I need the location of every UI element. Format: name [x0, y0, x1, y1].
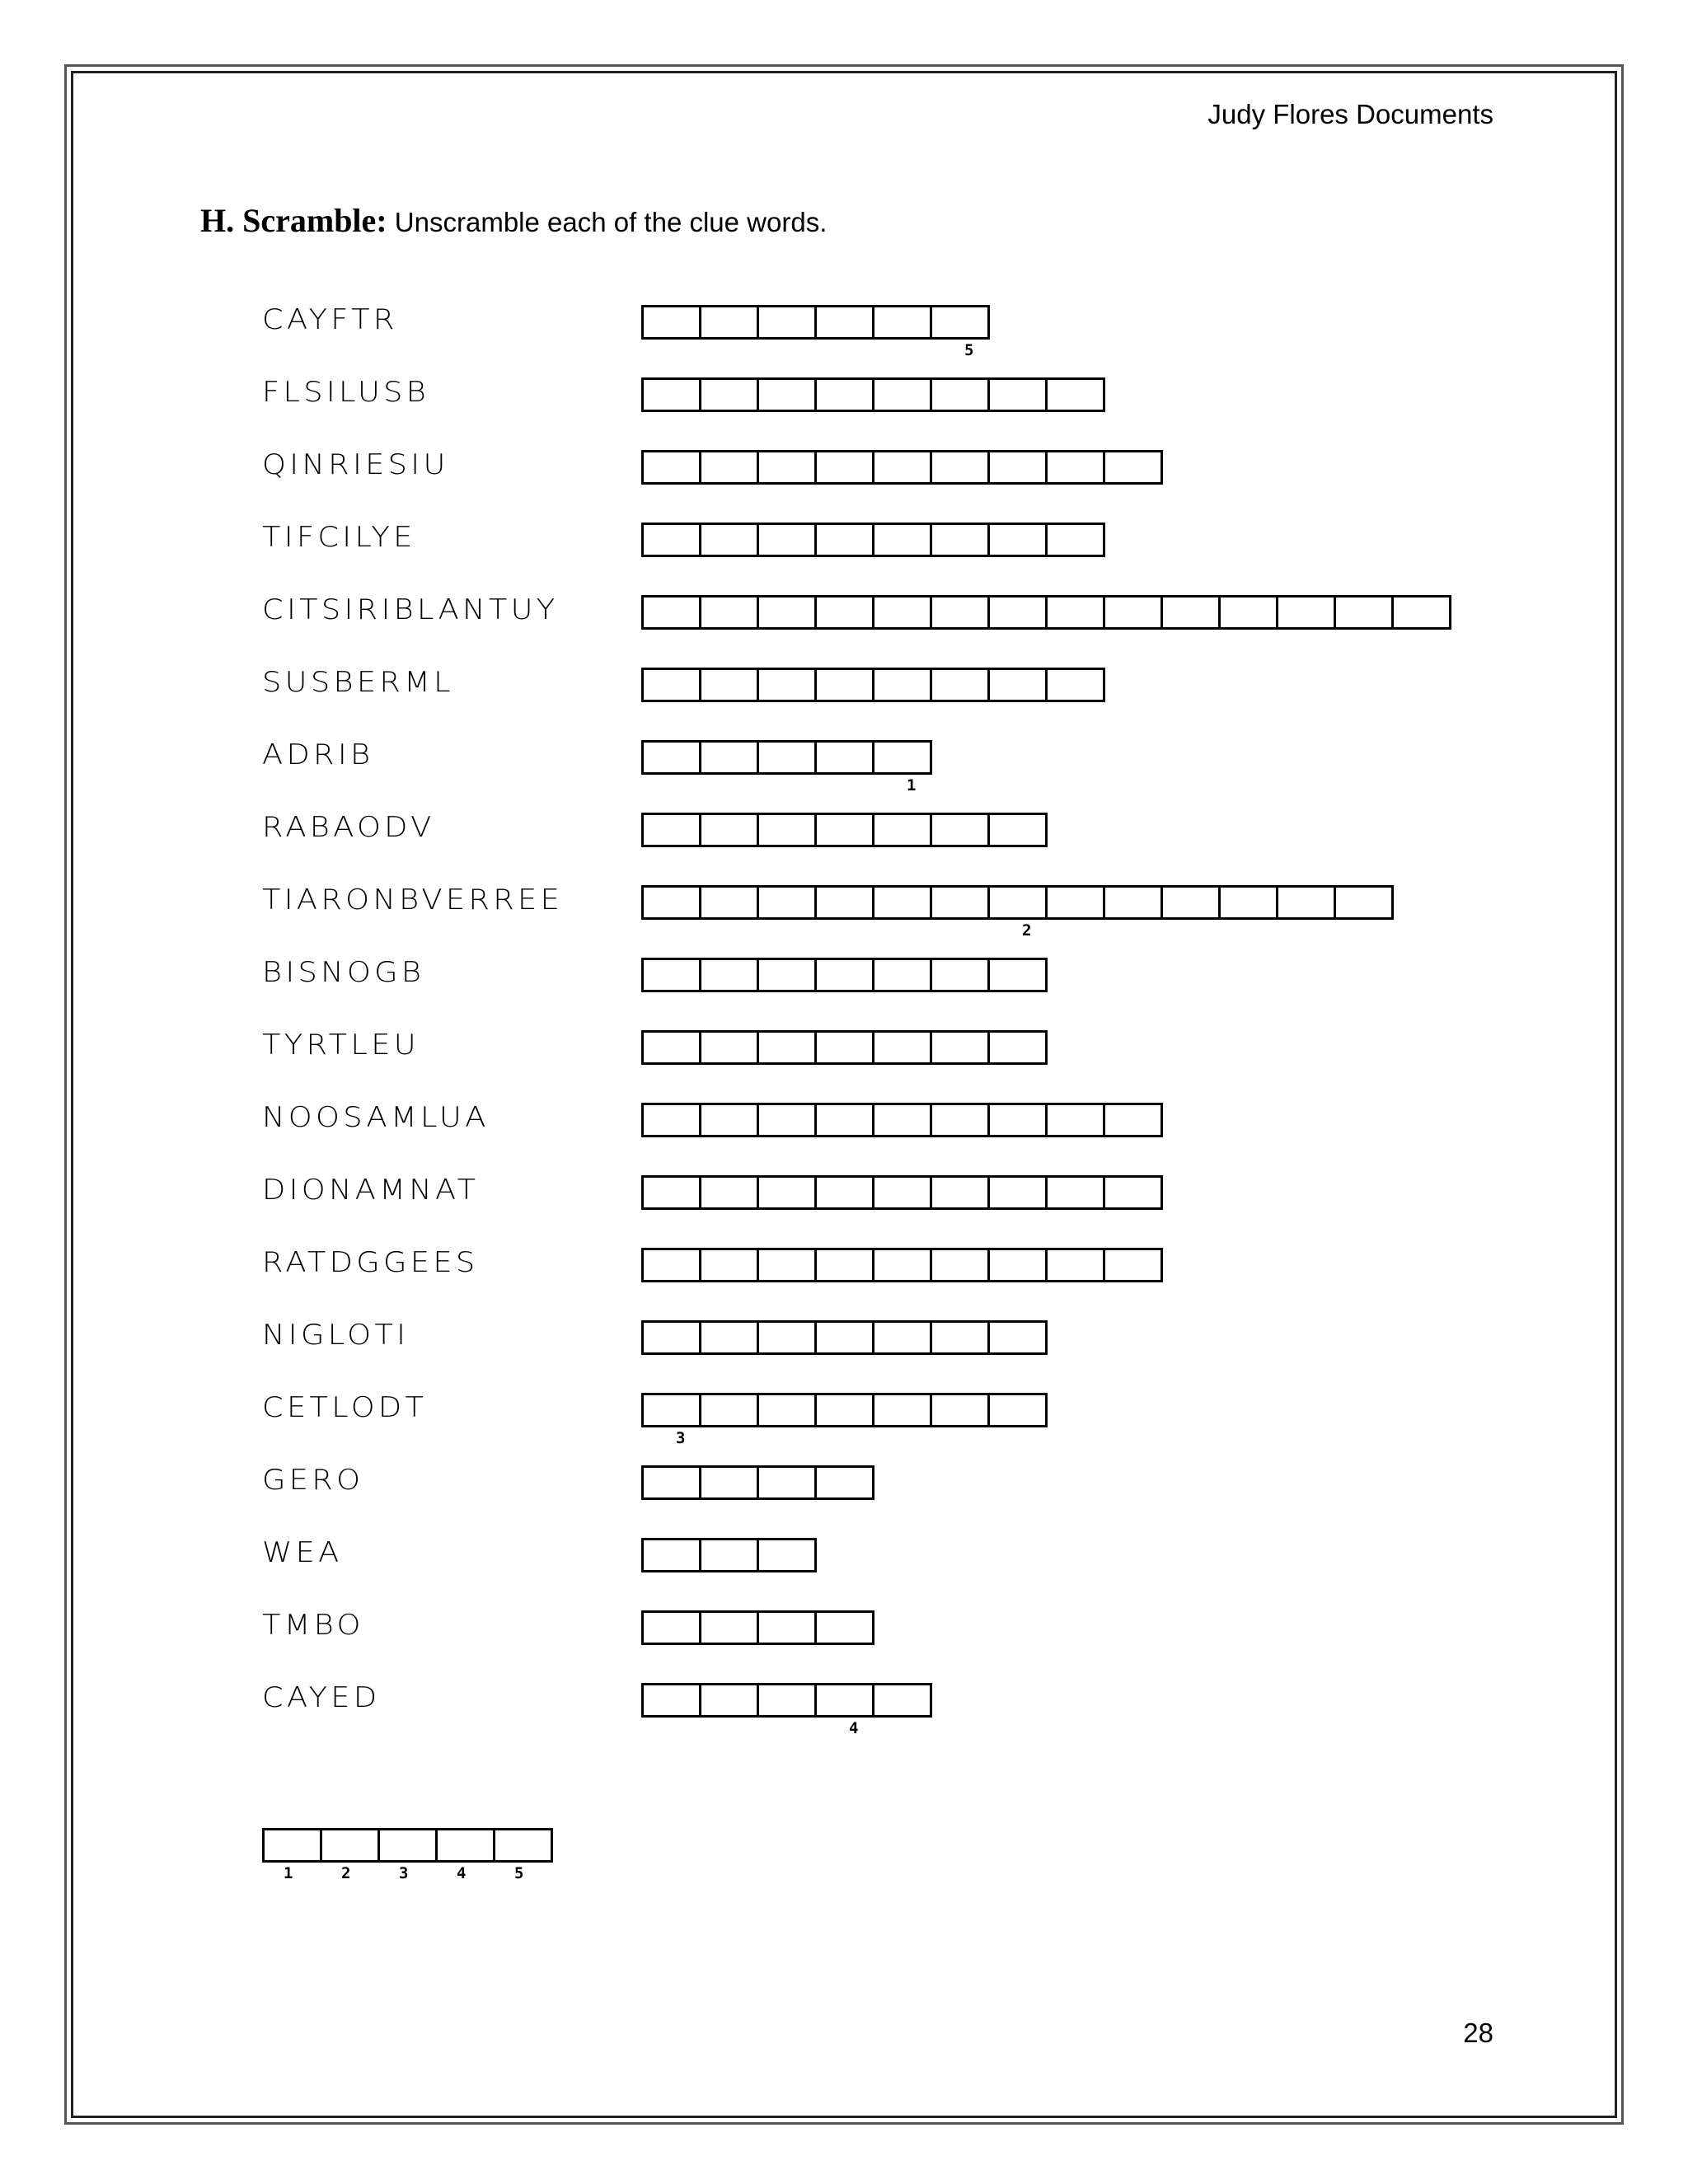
scrambled-word: RABAODV: [262, 811, 435, 844]
letter-box[interactable]: [757, 1465, 817, 1500]
final-letter-box[interactable]: [262, 1828, 322, 1863]
letter-box[interactable]: [814, 1320, 874, 1355]
letter-box[interactable]: [1045, 523, 1105, 557]
letter-box[interactable]: [872, 595, 932, 630]
letter-box[interactable]: [987, 1175, 1048, 1210]
letter-box[interactable]: [699, 668, 759, 702]
letter-box[interactable]: [1218, 595, 1278, 630]
letter-box[interactable]: [814, 1610, 874, 1645]
letter-box[interactable]: [757, 885, 817, 920]
final-position-label: 5: [514, 1864, 524, 1882]
answer-box-row: [641, 1683, 930, 1718]
letter-box[interactable]: [641, 1103, 701, 1137]
letter-box[interactable]: [814, 1393, 874, 1427]
scrambled-word: NIGLOTI: [262, 1319, 410, 1352]
answer-box-row: [641, 523, 1103, 557]
letter-box[interactable]: [1276, 885, 1336, 920]
letter-box[interactable]: [814, 595, 874, 630]
letter-box[interactable]: [930, 523, 990, 557]
letter-box[interactable]: [872, 1393, 932, 1427]
letter-box[interactable]: [757, 523, 817, 557]
letter-box[interactable]: [641, 1538, 701, 1572]
letter-box[interactable]: [699, 740, 759, 775]
letter-box[interactable]: [641, 1465, 701, 1500]
letter-box[interactable]: [699, 958, 759, 992]
letter-box[interactable]: [872, 958, 932, 992]
answer-box-row: [641, 305, 987, 340]
letter-box[interactable]: [872, 1103, 932, 1137]
letter-box[interactable]: [814, 1465, 874, 1500]
letter-box[interactable]: [699, 1248, 759, 1282]
letter-box[interactable]: [872, 305, 932, 340]
scrambled-word: CAYFTR: [262, 303, 398, 336]
letter-box[interactable]: [872, 1683, 932, 1718]
letter-box[interactable]: [814, 1175, 874, 1210]
letter-box[interactable]: [757, 813, 817, 847]
letter-box[interactable]: [872, 813, 932, 847]
letter-box[interactable]: [872, 1320, 932, 1355]
letter-box[interactable]: [1045, 377, 1105, 412]
letter-box[interactable]: [1160, 885, 1221, 920]
letter-box[interactable]: [757, 1393, 817, 1427]
letter-box[interactable]: [1045, 1103, 1105, 1137]
answer-box-row: [641, 1175, 1160, 1210]
final-letter-box[interactable]: [493, 1828, 553, 1863]
letter-box[interactable]: [1045, 1175, 1105, 1210]
letter-box[interactable]: [1391, 595, 1451, 630]
answer-position-marker: 2: [1022, 921, 1032, 940]
letter-box[interactable]: [699, 885, 759, 920]
letter-box[interactable]: [1045, 1248, 1105, 1282]
scrambled-word: TMBO: [262, 1609, 364, 1642]
document-header: Judy Flores Documents: [1207, 99, 1493, 129]
letter-box[interactable]: [1045, 885, 1105, 920]
letter-box[interactable]: [814, 1683, 874, 1718]
letter-box[interactable]: [641, 1248, 701, 1282]
letter-box[interactable]: [699, 1103, 759, 1137]
letter-box[interactable]: [814, 1030, 874, 1065]
letter-box[interactable]: [987, 450, 1048, 485]
letter-box[interactable]: [641, 958, 701, 992]
answer-box-row: [641, 1465, 872, 1500]
letter-box[interactable]: [814, 1248, 874, 1282]
final-position-label: 2: [341, 1864, 351, 1882]
letter-box[interactable]: [757, 958, 817, 992]
letter-box[interactable]: [1218, 885, 1278, 920]
letter-box[interactable]: [641, 523, 701, 557]
letter-box[interactable]: [1103, 1248, 1163, 1282]
letter-box[interactable]: [699, 1320, 759, 1355]
letter-box[interactable]: [930, 1030, 990, 1065]
letter-box[interactable]: [699, 450, 759, 485]
letter-box[interactable]: [814, 377, 874, 412]
letter-box[interactable]: [814, 740, 874, 775]
letter-box[interactable]: [987, 813, 1048, 847]
scrambled-word: TYRTLEU: [262, 1029, 420, 1062]
letter-box[interactable]: [930, 595, 990, 630]
letter-box[interactable]: [987, 1030, 1048, 1065]
letter-box[interactable]: [814, 1103, 874, 1137]
answer-box-row: [641, 668, 1103, 702]
letter-box[interactable]: [872, 1030, 932, 1065]
final-letter-box[interactable]: [377, 1828, 438, 1863]
letter-box[interactable]: [641, 595, 701, 630]
answer-box-row: [641, 1030, 1045, 1065]
final-position-label: 1: [284, 1864, 293, 1882]
letter-box[interactable]: [641, 740, 701, 775]
letter-box[interactable]: [757, 1538, 817, 1572]
answer-box-row: [641, 1538, 814, 1572]
answer-box-row: [641, 813, 1045, 847]
scrambled-word: TIFCILYE: [262, 521, 416, 554]
scrambled-word: FLSILUSB: [262, 376, 430, 409]
answer-box-row: [641, 377, 1103, 412]
letter-box[interactable]: [1103, 885, 1163, 920]
answer-box-row: [641, 885, 1391, 920]
answer-box-row: [641, 958, 1045, 992]
letter-box[interactable]: [930, 1103, 990, 1137]
letter-box[interactable]: [641, 1393, 701, 1427]
letter-box[interactable]: [1160, 595, 1221, 630]
letter-box[interactable]: [987, 595, 1048, 630]
scrambled-word: DIONAMNAT: [262, 1174, 480, 1207]
letter-box[interactable]: [1103, 1103, 1163, 1137]
final-answer-row: [262, 1828, 551, 1863]
letter-box[interactable]: [1103, 595, 1163, 630]
letter-box[interactable]: [641, 1610, 701, 1645]
scrambled-word: RATDGGEES: [262, 1246, 479, 1279]
answer-position-marker: 5: [964, 341, 974, 359]
letter-box[interactable]: [641, 813, 701, 847]
letter-box[interactable]: [814, 813, 874, 847]
answer-box-row: [641, 1248, 1160, 1282]
final-letter-box[interactable]: [435, 1828, 495, 1863]
letter-box[interactable]: [699, 595, 759, 630]
section-label: H. Scramble:: [200, 202, 387, 239]
letter-box[interactable]: [930, 813, 990, 847]
letter-box[interactable]: [987, 1248, 1048, 1282]
section-title: [200, 201, 827, 240]
letter-box[interactable]: [757, 305, 817, 340]
letter-box[interactable]: [987, 523, 1048, 557]
letter-box[interactable]: [757, 1175, 817, 1210]
letter-box[interactable]: [699, 1175, 759, 1210]
letter-box[interactable]: [872, 1248, 932, 1282]
section-instructions: Unscramble each of the clue words.: [394, 207, 828, 237]
scrambled-word: WEA: [262, 1536, 343, 1569]
letter-box[interactable]: [872, 740, 932, 775]
letter-box[interactable]: [757, 1320, 817, 1355]
letter-box[interactable]: [930, 1393, 990, 1427]
letter-box[interactable]: [987, 1320, 1048, 1355]
final-position-label: 4: [457, 1864, 467, 1882]
letter-box[interactable]: [641, 1175, 701, 1210]
letter-box[interactable]: [987, 958, 1048, 992]
letter-box[interactable]: [930, 377, 990, 412]
letter-box[interactable]: [757, 1683, 817, 1718]
letter-box[interactable]: [699, 523, 759, 557]
letter-box[interactable]: [699, 1465, 759, 1500]
answer-box-row: [641, 595, 1449, 630]
final-letter-box[interactable]: [320, 1828, 380, 1863]
answer-box-row: [641, 740, 930, 775]
letter-box[interactable]: [699, 1030, 759, 1065]
answer-position-marker: 1: [907, 776, 917, 794]
letter-box[interactable]: [930, 450, 990, 485]
letter-box[interactable]: [641, 1683, 701, 1718]
letter-box[interactable]: [987, 1103, 1048, 1137]
letter-box[interactable]: [872, 523, 932, 557]
letter-box[interactable]: [987, 668, 1048, 702]
letter-box[interactable]: [1045, 668, 1105, 702]
letter-box[interactable]: [930, 1175, 990, 1210]
letter-box[interactable]: [757, 1030, 817, 1065]
letter-box[interactable]: [757, 740, 817, 775]
answer-position-marker: 3: [676, 1429, 686, 1447]
answer-box-row: [641, 1393, 1045, 1427]
letter-box[interactable]: [641, 885, 701, 920]
letter-box[interactable]: [699, 1393, 759, 1427]
letter-box[interactable]: [641, 450, 701, 485]
letter-box[interactable]: [930, 958, 990, 992]
letter-box[interactable]: [930, 885, 990, 920]
letter-box[interactable]: [757, 1103, 817, 1137]
scrambled-word: SUSBERML: [262, 666, 454, 699]
letter-box[interactable]: [1334, 595, 1394, 630]
scrambled-word: CITSIRIBLANTUY: [262, 593, 559, 626]
answer-box-row: [641, 1610, 872, 1645]
letter-box[interactable]: [641, 1030, 701, 1065]
letter-box[interactable]: [814, 450, 874, 485]
letter-box[interactable]: [699, 813, 759, 847]
letter-box[interactable]: [930, 1248, 990, 1282]
scrambled-word: QINRIESIU: [262, 448, 449, 481]
letter-box[interactable]: [987, 377, 1048, 412]
letter-box[interactable]: [872, 885, 932, 920]
letter-box[interactable]: [757, 450, 817, 485]
letter-box[interactable]: [814, 523, 874, 557]
letter-box[interactable]: [987, 885, 1048, 920]
answer-box-row: [641, 1320, 1045, 1355]
scrambled-word: CAYED: [262, 1681, 381, 1714]
letter-box[interactable]: [699, 305, 759, 340]
letter-box[interactable]: [872, 668, 932, 702]
letter-box[interactable]: [641, 305, 701, 340]
letter-box[interactable]: [641, 1320, 701, 1355]
letter-box[interactable]: [757, 377, 817, 412]
scrambled-word: NOOSAMLUA: [262, 1101, 490, 1134]
letter-box[interactable]: [814, 668, 874, 702]
letter-box[interactable]: [699, 1610, 759, 1645]
letter-box[interactable]: [814, 305, 874, 340]
answer-box-row: [641, 450, 1160, 485]
letter-box[interactable]: [699, 1538, 759, 1572]
final-position-label: 3: [399, 1864, 409, 1882]
letter-box[interactable]: [930, 1320, 990, 1355]
letter-box[interactable]: [1045, 450, 1105, 485]
scrambled-word: ADRIB: [262, 738, 374, 771]
scrambled-word: CETLODT: [262, 1391, 428, 1424]
letter-box[interactable]: [699, 377, 759, 412]
letter-box[interactable]: [641, 668, 701, 702]
letter-box[interactable]: [757, 1610, 817, 1645]
letter-box[interactable]: [987, 1393, 1048, 1427]
letter-box[interactable]: [872, 377, 932, 412]
letter-box[interactable]: [1103, 450, 1163, 485]
scrambled-word: GERO: [262, 1464, 364, 1497]
page-number: 28: [1463, 2018, 1493, 2048]
letter-box[interactable]: [930, 305, 990, 340]
scrambled-word: TIARONBVERREE: [262, 883, 564, 916]
letter-box[interactable]: [1045, 595, 1105, 630]
letter-box[interactable]: [872, 450, 932, 485]
answer-position-marker: 4: [849, 1719, 859, 1737]
letter-box[interactable]: [699, 1683, 759, 1718]
scrambled-word: BISNOGB: [262, 956, 425, 989]
answer-box-row: [641, 1103, 1160, 1137]
letter-box[interactable]: [1334, 885, 1394, 920]
letter-box[interactable]: [814, 958, 874, 992]
letter-box[interactable]: [757, 668, 817, 702]
letter-box[interactable]: [930, 668, 990, 702]
letter-box[interactable]: [757, 1248, 817, 1282]
letter-box[interactable]: [1103, 1175, 1163, 1210]
letter-box[interactable]: [757, 595, 817, 630]
letter-box[interactable]: [814, 885, 874, 920]
letter-box[interactable]: [872, 1175, 932, 1210]
letter-box[interactable]: [641, 377, 701, 412]
letter-box[interactable]: [1276, 595, 1336, 630]
